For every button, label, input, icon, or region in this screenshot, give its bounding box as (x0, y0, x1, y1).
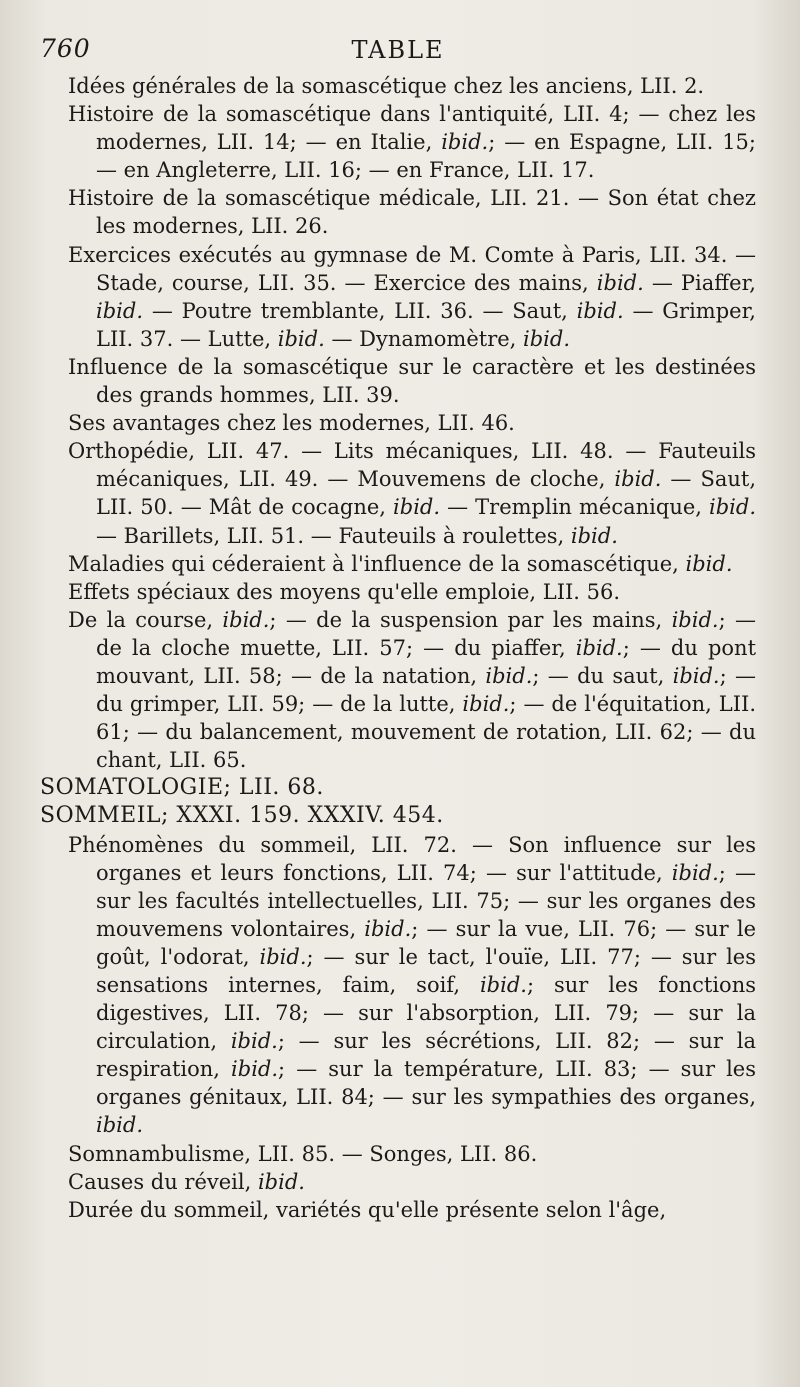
index-entry: Somnambulisme, LII. 85. — Songes, LII. 86. (68, 1141, 538, 1166)
page-header (40, 32, 756, 72)
index-entry: Histoire de la somascétique médicale, LII. 21. — Son état chez les modernes, LII. 26. (68, 186, 756, 239)
index-heading: SOMMEIL; XXXI. 159. XXXIV. 454. (40, 803, 444, 829)
page-title: TABLE (351, 36, 445, 64)
index-entries (40, 72, 756, 1224)
index-entry: Ses avantages chez les modernes, LII. 46. (68, 411, 515, 436)
index-entry: Orthopédie, LII. 47. — Lits mécaniques, LII. 48. — Fauteuils mécaniques, LII. 49. — Mouvemens de cloche, ibid. — Saut, LII. 50. — Mât de cocagne, ibid. — Tremplin mécanique, ibid. — Barillets, LII. 51. — Fauteuils à roulettes, ibid. (68, 439, 756, 548)
index-entry: Causes du réveil, ibid. (68, 1169, 305, 1194)
index-entry: Histoire de la somascétique dans l'antiquité, LII. 4; — chez les modernes, LII. 14; — en Italie, ibid.; — en Espagne, LII. 15; — en Angleterre, LII. 16; — en France, LII. 17. (68, 102, 756, 183)
index-entry: Durée du sommeil, variétés qu'elle présente selon l'âge, (68, 1197, 667, 1222)
page-number: 760 (40, 34, 91, 63)
index-entry: Idées générales de la somascétique chez les anciens, LII. 2. (68, 74, 705, 98)
index-heading: SOMATOLOGIE; LII. 68. (40, 775, 324, 801)
index-entry: Influence de la somascétique sur le caractère et les destinées des grands hommes, LII. 39. (68, 354, 756, 408)
index-entry: Maladies qui céderaient à l'influence de la somascétique, ibid. (68, 551, 733, 576)
index-entry: Exercices exécutés au gymnase de M. Comte à Paris, LII. 34. — Stade, course, LII. 35. — Exercice des mains, ibid. — Piaffer, ibid. — Poutre tremblante, LII. 36. — Saut, ibid. — Grimper, LII. 37. — Lutte, ibid. — Dynamomètre, ibid. (68, 242, 756, 351)
index-entry: Effets spéciaux des moyens qu'elle emploie, LII. 56. (68, 579, 621, 604)
index-entry: Phénomènes du sommeil, LII. 72. — Son influence sur les organes et leurs fonctions, LII. 74; — sur l'attitude, ibid.; — sur les facultés intellectuelles, LII. 75; — sur les organes des mouvemens volontaires, ibid.; — sur la vue, LII. 76; — sur le goût, l'odorat, ibid.; — sur le tact, l'ouïe, LII. 77; — sur les sensations internes, faim, soif, ibid.; sur les fonctions digestives, LII. 78; — sur l'absorption, LII. 79; — sur la circulation, ibid.; — sur les sécrétions, LII. 82; — sur la respiration, ibid.; — sur la température, LII. 83; — sur les organes génitaux, LII. 84; — sur les sympathies des organes, ibid. (68, 832, 756, 1138)
index-entry: De la course, ibid.; — de la suspension par les mains, ibid.; — de la cloche muette, LII. 57; — du piaffer, ibid.; — du pont mouvant, LII. 58; — de la natation, ibid.; — du saut, ibid.; — du grimper, LII. 59; — de la lutte, ibid.; — de l'équitation, LII. 61; — du balancement, mouvement de rotation, LII. 62; — du chant, LII. 65. (68, 607, 757, 773)
